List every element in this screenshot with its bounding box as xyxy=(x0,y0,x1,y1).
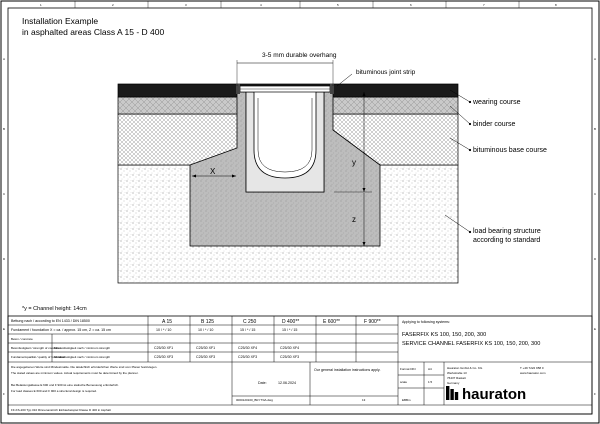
border-letter-d-right: D xyxy=(594,257,597,261)
class-f900: F 900** xyxy=(364,319,381,325)
load-bearing-callout-1: load bearing structure xyxy=(473,228,541,235)
border-letter-a: A xyxy=(3,57,6,61)
system-line-1: FASERFIX KS 100, 150, 200, 300 xyxy=(402,332,487,338)
spec-row-label-2: Fundament / foundation X = ca. / approx. 15 cm, Z = ca. 15 cm xyxy=(11,328,111,332)
border-top-numbers xyxy=(40,1,557,8)
address-line-4: Germany xyxy=(447,381,460,385)
company-phone: T +49 7222 958 0 xyxy=(520,366,544,370)
spec-row-note-5: Mindestfestigkeit nach / minimum strength xyxy=(54,355,111,359)
border-letter-e: E xyxy=(3,327,6,331)
border-letter-f-right: F xyxy=(594,392,596,396)
border-letter-c-right: C xyxy=(594,192,597,196)
value-c250-foundation: C25/30 XF3 xyxy=(238,355,258,359)
notes-block xyxy=(11,365,157,393)
border-num-7: 7 xyxy=(483,3,485,7)
value-c250-concrete: C25/30 XF4 xyxy=(238,346,258,350)
border-letter-b-right: B xyxy=(594,127,597,131)
value-a15-foundation: C25/30 XF3 xyxy=(154,355,174,359)
spec-row-label-1: Bettung nach / according to EN 1433 / DIN 18500 xyxy=(11,319,90,323)
cross-section xyxy=(118,52,547,283)
format-label: Format DIN xyxy=(400,367,416,371)
value-c250-dims: 15 / * / 15 xyxy=(240,328,256,332)
title-line-2: in asphalted areas Class A 15 - D 400 xyxy=(22,27,165,37)
system-line-2: SERVICE CHANNEL FASERFIX KS 100, 150, 200, 300 xyxy=(402,341,541,347)
overhang-callout: 3-5 mm durable overhang xyxy=(262,52,337,59)
address-line-2: Werkstraße 13 xyxy=(447,371,467,375)
dim-z-label: z xyxy=(352,215,356,224)
joint-strip-callout: bituminous joint strip xyxy=(356,69,416,76)
value-b125-concrete: C25/30 XF1 xyxy=(196,346,216,350)
value-d400-concrete: C25/30 XF4 xyxy=(280,346,300,350)
spec-row-label-4: Betonfestigkeit / strength of concrete xyxy=(11,346,60,350)
border-letter-a-right: A xyxy=(594,57,597,61)
address-line-1: Hauraton GmbH & Co. KG xyxy=(447,366,483,370)
spec-values xyxy=(154,328,299,359)
value-d400-dims: 15 / * / 15 xyxy=(282,328,298,332)
address-line-3: 76437 Rastatt xyxy=(447,376,466,380)
applying-title: Applying to following systems: xyxy=(402,320,450,324)
border-num-4: 4 xyxy=(260,3,262,7)
border-letter-b: B xyxy=(3,127,6,131)
value-b125-dims: 10 / * / 10 xyxy=(198,328,214,332)
company-address xyxy=(447,366,546,385)
border-num-3: 3 xyxy=(185,3,187,7)
class-e600: E 600** xyxy=(323,319,340,325)
spec-row-label-3: Beton / concrete xyxy=(11,337,33,341)
wearing-course-callout: wearing course xyxy=(473,99,521,106)
dim-y-label: y xyxy=(352,158,356,167)
class-a15: A 15 xyxy=(162,319,173,325)
value-b125-foundation: C25/30 XF3 xyxy=(196,355,216,359)
channel-height-footnote: *y = Channel height: 14cm xyxy=(22,306,87,312)
border-num-5: 5 xyxy=(337,3,339,7)
company-name: hauraton xyxy=(462,386,527,403)
class-b125: B 125 xyxy=(201,319,215,325)
note-line-4: For load classes E 600 and F 900 a structural design is required. xyxy=(11,389,97,393)
sheet-number: 13 xyxy=(362,398,366,402)
border-letter-e-right: E xyxy=(594,327,597,331)
value-a15-concrete: C25/30 XF1 xyxy=(154,346,174,350)
spec-row-note-4: Mindestfestigkeit nach / minimum strength xyxy=(54,346,111,350)
format-value: A4 xyxy=(428,367,432,371)
value-a15-dims: 10 / * / 10 xyxy=(156,328,172,332)
scale-label: scale xyxy=(400,380,408,384)
date-label: Date: xyxy=(258,381,267,385)
company-web: www.hauraton.com xyxy=(520,371,546,375)
issue-code: EBBm xyxy=(402,398,411,402)
hauraton-logo xyxy=(446,386,526,403)
border-letter-f: F xyxy=(3,392,5,396)
load-class-headers xyxy=(162,319,381,325)
border-num-6: 6 xyxy=(410,3,412,7)
border-letter-c: C xyxy=(3,192,6,196)
bottom-description: FF-KS-200 Typ 010 Rinnenanstrich Einbaubeispiel Klasse D 400 in Asphalt xyxy=(11,408,111,412)
dim-x-label: X xyxy=(210,167,216,176)
base-course-callout: bituminous base course xyxy=(473,147,547,154)
scale-value: 1:5 xyxy=(428,380,433,384)
note-line-2: The stated values are minimum values. Actual requirements must be determined by the planner. xyxy=(11,371,139,375)
date-value: 12.06.2024 xyxy=(278,381,296,385)
joint-strip-right xyxy=(330,84,334,94)
border-num-1: 1 xyxy=(40,3,42,7)
border-num-2: 2 xyxy=(112,3,114,7)
note-line-3: Bei Belastungsklasse E 600 und F 900 ist eine statische Bemessung erforderlich. xyxy=(11,383,119,387)
value-d400-foundation: C25/30 XF3 xyxy=(280,355,300,359)
logo-mark-icon xyxy=(446,386,458,400)
drawing-number: 0000120100_BR IT!4A.dwg xyxy=(236,398,273,402)
border-num-8: 8 xyxy=(555,3,557,7)
note-line-1: Die angegebenen Werte sind Mindestmaße. Die tatsächlich erforderlichen Werte sind vom Planer festzulegen. xyxy=(11,365,158,369)
class-d400: D 400** xyxy=(282,319,300,325)
load-bearing-callout-2: according to standard xyxy=(473,237,541,244)
binder-course-callout: binder course xyxy=(473,121,516,128)
spec-row-label-5: Fundamentqualität / quality of foundation xyxy=(11,355,66,359)
general-note: Our general installation instructions apply. xyxy=(314,368,381,372)
joint-strip-left xyxy=(236,84,240,94)
border-letter-d: D xyxy=(3,257,6,261)
class-c250: C 250 xyxy=(243,319,257,325)
title-line-1: Installation Example xyxy=(22,16,99,26)
